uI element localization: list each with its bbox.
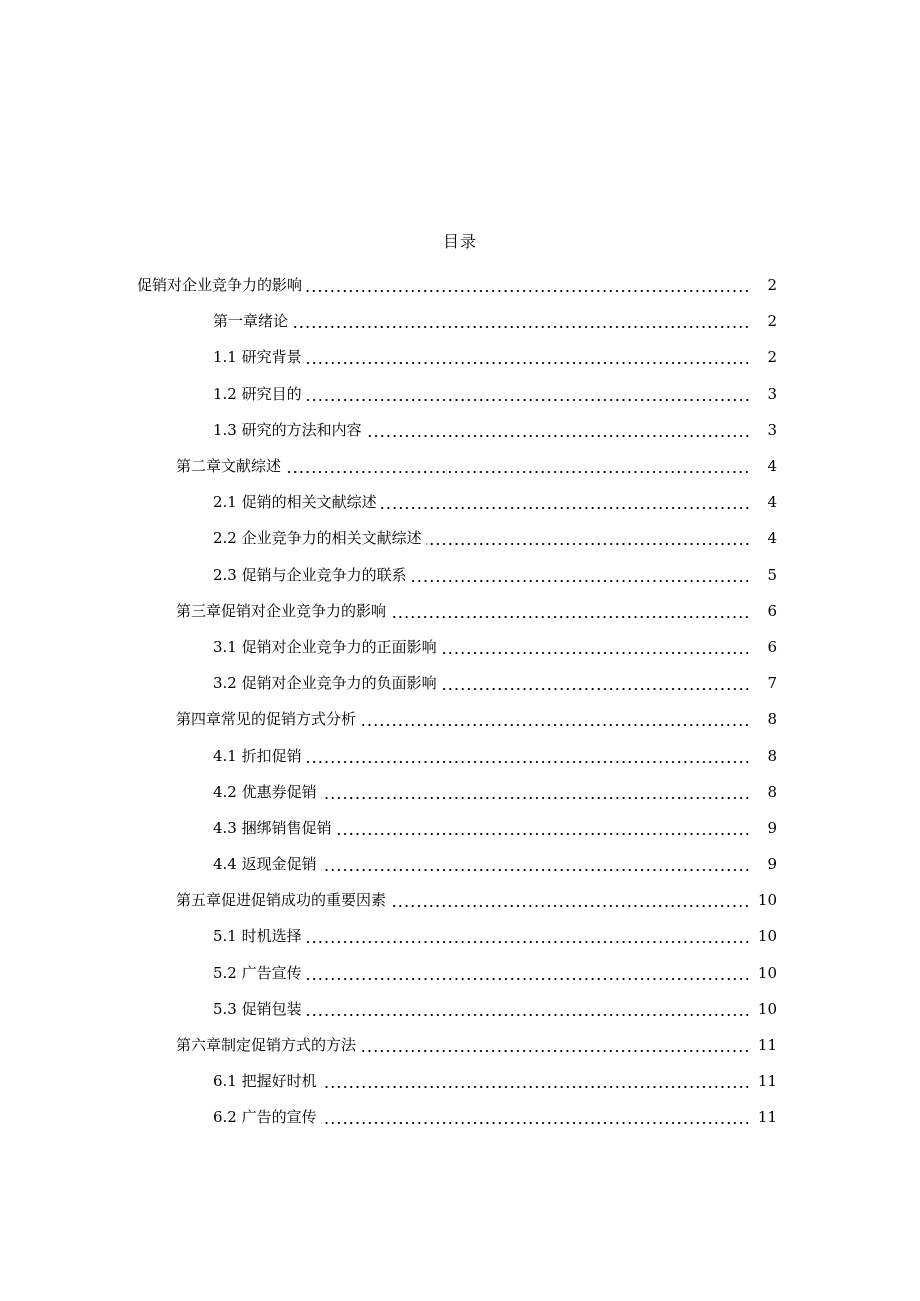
toc-entry-label: 1.1 研究背景	[213, 348, 302, 367]
toc-entry-label: 第六章制定促销方式的方法	[176, 1036, 357, 1055]
toc-entry-section-5-3[interactable]	[0, 991, 920, 1027]
toc-entry-section-1-3[interactable]	[0, 412, 920, 448]
toc-entry-label: 1.2 研究目的	[213, 384, 302, 403]
toc-entry-chapter-5[interactable]	[0, 882, 920, 918]
dot-leader	[390, 600, 750, 622]
toc-entry-label: 第五章促进促销成功的重要因素	[176, 891, 387, 910]
dot-leader	[321, 853, 750, 875]
dot-leader	[306, 962, 750, 984]
toc-entry-label: 2.2 企业竞争力的相关文献综述	[213, 529, 422, 548]
dot-leader	[390, 889, 750, 911]
dot-leader	[321, 1070, 750, 1092]
toc-entry-page: 2	[767, 276, 777, 295]
dot-leader	[336, 817, 750, 839]
toc-entry-page: 8	[767, 746, 777, 765]
dot-leader	[306, 346, 750, 368]
dot-leader	[306, 745, 750, 767]
dot-leader	[306, 925, 750, 947]
toc-entry-label: 4.4 返现金促销	[213, 855, 317, 874]
toc-entry-chapter-3[interactable]	[0, 593, 920, 629]
toc-entry-page: 5	[767, 565, 777, 584]
toc-entry-label: 第三章促销对企业竞争力的影响	[176, 601, 387, 620]
toc-entry-page: 7	[767, 674, 777, 693]
toc-entry-section-1-2[interactable]	[0, 376, 920, 412]
toc-entry-page: 6	[767, 637, 777, 656]
dot-leader	[411, 564, 750, 586]
toc-entry-chapter-2[interactable]	[0, 448, 920, 484]
toc-entry-page: 4	[767, 529, 777, 548]
toc-entry-section-5-2[interactable]	[0, 955, 920, 991]
toc-entry-label: 5.1 时机选择	[213, 927, 302, 946]
toc-entry-page: 2	[767, 312, 777, 331]
toc-entry-section-4-3[interactable]	[0, 810, 920, 846]
toc-entry-page: 4	[767, 457, 777, 476]
dot-leader	[292, 310, 750, 332]
toc-entry-page: 3	[767, 384, 777, 403]
toc-entry-page: 9	[767, 855, 777, 874]
toc-entry-page: 6	[767, 601, 777, 620]
toc-entry-label: 5.3 促销包装	[213, 999, 302, 1018]
toc-entry-page: 8	[767, 710, 777, 729]
toc-entry-section-3-2[interactable]	[0, 665, 920, 701]
toc-entry-label: 3.1 促销对企业竞争力的正面影响	[213, 637, 437, 656]
toc-entry-page: 10	[757, 963, 777, 982]
toc-entry-section-5-1[interactable]	[0, 918, 920, 954]
toc-entry-section-2-3[interactable]	[0, 557, 920, 593]
toc-entry-chapter-1[interactable]	[0, 303, 920, 339]
toc-entry-page: 11	[757, 1108, 777, 1127]
toc-entry-page: 8	[767, 782, 777, 801]
toc-entry-section-2-1[interactable]	[0, 484, 920, 520]
dot-leader	[381, 491, 750, 513]
toc-entry-section-4-4[interactable]	[0, 846, 920, 882]
toc-entry-label: 2.1 促销的相关文献综述	[213, 493, 377, 512]
toc-entry-page: 3	[767, 420, 777, 439]
dot-leader	[366, 419, 750, 441]
toc-entry-label: 第四章常见的促销方式分析	[176, 710, 357, 729]
toc-entry-chapter-6[interactable]	[0, 1027, 920, 1063]
dot-leader	[321, 1106, 750, 1128]
toc-entry-section-3-1[interactable]	[0, 629, 920, 665]
toc-entry-label: 促销对企业竞争力的影响	[137, 276, 303, 295]
dot-leader	[306, 274, 750, 296]
dot-leader	[360, 708, 750, 730]
toc-entry-section-4-1[interactable]	[0, 737, 920, 773]
dot-leader	[441, 672, 750, 694]
dot-leader	[426, 527, 750, 549]
toc-entry-page: 10	[757, 927, 777, 946]
toc-entry-section-1-1[interactable]	[0, 339, 920, 375]
toc-entry-page: 10	[757, 891, 777, 910]
dot-leader	[360, 1034, 750, 1056]
toc-entry-section-6-1[interactable]	[0, 1063, 920, 1099]
toc-entry-label: 4.3 捆绑销售促销	[213, 818, 332, 837]
toc-entry-label: 4.1 折扣促销	[213, 746, 302, 765]
dot-leader	[321, 781, 750, 803]
toc-entry-label: 6.2 广告的宣传	[213, 1108, 317, 1127]
toc-entry-label: 6.1 把握好时机	[213, 1072, 317, 1091]
toc-entry-label: 第二章文献综述	[176, 457, 282, 476]
toc-entry-document-title[interactable]	[0, 267, 920, 303]
toc-entry-label: 5.2 广告宣传	[213, 963, 302, 982]
toc-entry-label: 4.2 优惠券促销	[213, 782, 317, 801]
toc-entry-page: 11	[757, 1036, 777, 1055]
dot-leader	[306, 383, 750, 405]
toc-entry-page: 4	[767, 493, 777, 512]
toc-entry-page: 2	[767, 348, 777, 367]
toc-entry-label: 1.3 研究的方法和内容	[213, 420, 362, 439]
dot-leader	[285, 455, 750, 477]
dot-leader	[441, 636, 750, 658]
toc-entry-page: 9	[767, 818, 777, 837]
toc-entry-section-4-2[interactable]	[0, 774, 920, 810]
toc-entry-chapter-4[interactable]	[0, 701, 920, 737]
toc-title: 目录	[442, 232, 477, 251]
dot-leader	[306, 998, 750, 1020]
toc-entry-label: 第一章绪论	[213, 312, 289, 331]
toc-entry-page: 11	[757, 1072, 777, 1091]
toc-entry-label: 3.2 促销对企业竞争力的负面影响	[213, 674, 437, 693]
toc-entry-section-6-2[interactable]	[0, 1099, 920, 1135]
toc-entry-page: 10	[757, 999, 777, 1018]
table-of-contents	[0, 267, 920, 1136]
toc-entry-label: 2.3 促销与企业竞争力的联系	[213, 565, 407, 584]
toc-entry-section-2-2[interactable]	[0, 520, 920, 556]
